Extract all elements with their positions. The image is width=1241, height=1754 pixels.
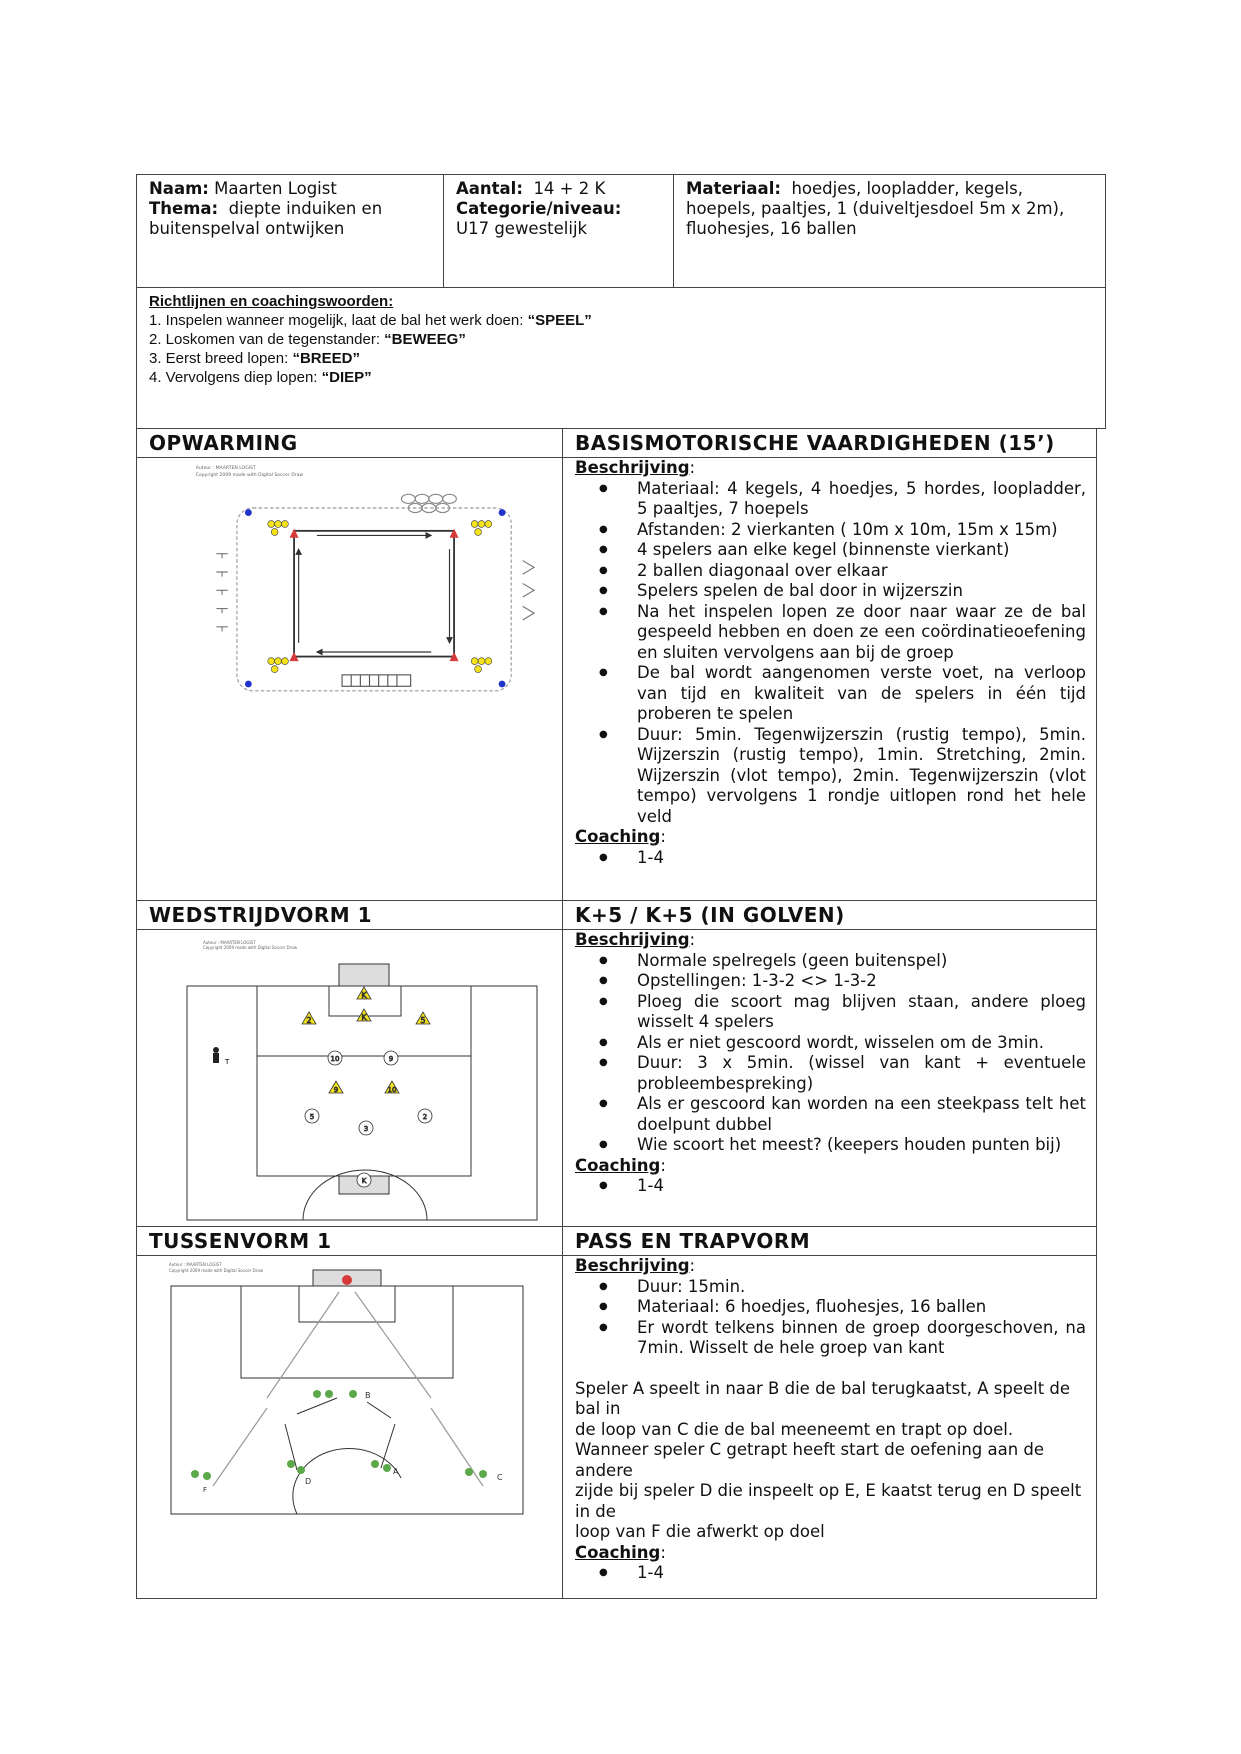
players [191, 1390, 503, 1494]
svg-text:5: 5 [309, 1113, 315, 1121]
richtlijn-item: 3. Eerst breed lopen: “BREED” [149, 350, 360, 367]
materiaal-value-2: hoepels, paaltjes, 1 (duiveltjesdoel 5m x 2m), [686, 199, 1065, 218]
list-item: ● De bal wordt aangenomen verste voet, na verloop van tijd en kwaliteit van de spelers in één tijd proberen te spelen [563, 663, 1096, 725]
svg-text:K: K [361, 1013, 367, 1022]
richtlijnen-cell [136, 287, 1106, 429]
coaching-label: Coaching [575, 1542, 661, 1562]
thema-label: Thema: [149, 199, 219, 218]
svg-text:Copyright 2009 made with Digit: Copyright 2009 made with Digital Soccer Draw [195, 473, 304, 478]
list-item: ● 2 ballen diagonaal over elkaar [563, 561, 1096, 582]
svg-text:Copyright 2009 made with Digit: Copyright 2009 made with Digital Soccer Draw [203, 945, 298, 950]
player-marker-3 [359, 1121, 373, 1135]
header-naam-cell [136, 174, 444, 288]
list-item: ● Als er niet gescoord wordt, wisselen om de 3min. [563, 1033, 1096, 1054]
svg-text:K: K [361, 1177, 367, 1185]
thema-value: diepte induiken en [228, 199, 383, 218]
section3-right-title: PASS EN TRAPVORM [562, 1226, 1097, 1256]
bullet-list [563, 951, 1096, 1156]
svg-text:10: 10 [330, 1055, 340, 1063]
svg-text:C: C [497, 1473, 503, 1482]
svg-text:T: T [225, 1058, 230, 1066]
categorie-label: Categorie/niveau: [456, 199, 622, 218]
richtlijn-item: 1. Inspelen wanneer mogelijk, laat de bal het werk doen: “SPEEL” [149, 312, 592, 329]
aantal-value: 14 + 2 K [533, 179, 606, 198]
beschrijving-label: Beschrijving [575, 1256, 690, 1275]
coaching-label: Coaching [575, 1155, 661, 1175]
materiaal-label: Materiaal: [686, 179, 781, 198]
section3-diagram-cell [136, 1255, 563, 1599]
list-item: ● Na het inspelen lopen ze door naar waar ze de bal gespeeld hebben en doen ze een coördinatieoefening en sluiten vervolgens aan bij de groep [563, 602, 1096, 664]
exercise-paragraph: Speler A speelt in naar B die de bal terugkaatst, A speelt de bal in de loop van C die de bal meeneemt en trapt op doel. Wanneer speler C getrapt heeft start de oefening aan de andere zijde bij speler D die inspeelt op E, E kaatst terug en D speelt in de loop van F die afwerkt op doel [575, 1378, 1082, 1541]
section1-right-title: BASISMOTORISCHE VAARDIGHEDEN (15’) [562, 428, 1097, 458]
svg-text:9: 9 [333, 1086, 339, 1094]
section2-description-cell: Beschrijving: ● Normale spelregels (geen buitenspel) ● Opstellingen: 1-3-2 <> 1-3-2 ● Ploeg die scoort mag blijven staan, andere ploeg wisselt 4 spelers ● Als er niet gescoord wordt, wisselen om de 3min. ● Duur: 3 x 5min. (wissel van kant + eventuele probleembespreking) ● Als er gescoord kan worden na een steekpass telt het doelpunt dubbel ● Wie scoort het meest? (keepers houden punten bij) Coaching: ● 1-4 [562, 929, 1097, 1227]
header-aantal-cell [443, 174, 674, 288]
player-marker-k [357, 1173, 371, 1187]
bullet-list [563, 479, 1096, 828]
player-group-f [191, 1470, 211, 1494]
materiaal-value-3: fluohesjes, 16 ballen [686, 219, 857, 238]
coaching-value: ● 1-4 [563, 1563, 1096, 1584]
list-item: ● 4 spelers aan elke kegel (binnenste vierkant) [563, 540, 1096, 561]
section3-left-title: TUSSENVORM 1 [136, 1226, 563, 1256]
player-marker-5 [416, 1012, 430, 1025]
svg-text:3: 3 [363, 1125, 369, 1133]
match-diagram [173, 936, 543, 1222]
list-item: ● Materiaal: 4 kegels, 4 hoedjes, 5 hordes, loopladder, 5 paaltjes, 7 hoepels [563, 479, 1096, 520]
coaching-value: ● 1-4 [563, 848, 1096, 869]
svg-text:2: 2 [422, 1113, 428, 1121]
list-item: ● Als er gescoord kan worden na een steekpass telt het doelpunt dubbel [563, 1094, 1096, 1135]
player-marker-k [357, 987, 371, 1000]
section2-right-title: K+5 / K+5 (IN GOLVEN) [562, 900, 1097, 930]
player-group-b [313, 1390, 371, 1400]
svg-text:5: 5 [420, 1016, 426, 1025]
aantal-label: Aantal: [456, 179, 523, 198]
list-item: ● Duur: 5min. Tegenwijzerszin (rustig tempo), 5min. Wijzerszin (rustig tempo), 1min. Stretching, 2min. Wijzerszin (vlot tempo), 2min. Tegenwijzerszin (vlot tempo) vervolgens 1 rondje uitlopen rond het hele veld [563, 725, 1096, 828]
svg-text:A: A [393, 1467, 399, 1476]
svg-text:D: D [305, 1477, 312, 1486]
section2-left-title: WEDSTRIJDVORM 1 [136, 900, 563, 930]
list-item: ● Opstellingen: 1-3-2 <> 1-3-2 [563, 971, 1096, 992]
svg-text:Auteur : MAARTEN LOGIST: Auteur : MAARTEN LOGIST [169, 1262, 222, 1267]
player-marker-2 [418, 1109, 432, 1123]
svg-text:9: 9 [388, 1055, 394, 1063]
list-item: ● Materiaal: 6 hoedjes, fluohesjes, 16 ballen [563, 1297, 1096, 1318]
player-marker-10 [385, 1081, 399, 1094]
section1-left-title: OPWARMING [136, 428, 563, 458]
list-item: ● Ploeg die scoort mag blijven staan, andere ploeg wisselt 4 spelers [563, 992, 1096, 1033]
thema-value-2: buitenspelval ontwijken [149, 219, 345, 238]
svg-text:Auteur : MAARTEN LOGIST: Auteur : MAARTEN LOGIST [203, 940, 256, 945]
player-group-a [371, 1460, 399, 1476]
player-group-c [465, 1468, 503, 1482]
player-marker-9 [329, 1081, 343, 1094]
svg-text:10: 10 [387, 1086, 397, 1094]
svg-text:F: F [203, 1486, 208, 1494]
passing-diagram [167, 1258, 527, 1518]
section2-diagram-cell [136, 929, 563, 1227]
player-marker-9 [384, 1051, 398, 1065]
section3-description-cell: Beschrijving: ● Duur: 15min. ● Materiaal: 6 hoedjes, fluohesjes, 16 ballen ● Er wordt telkens binnen de groep doorgeschoven, na 7min. Wisselt de hele groep van kant Speler A speelt in naar B die de bal terugkaatst, A speelt de bal in de loop van C die de bal meeneemt en trapt op doel. Wanneer speler C getrapt heeft start de oefening aan de andere zijde bij speler D die inspeelt op E, E kaatst terug en D speelt in de loop van F die afwerkt op doel Coaching: ● 1-4 [562, 1255, 1097, 1599]
bullet-list [563, 1277, 1096, 1359]
player-marker-2 [302, 1012, 316, 1025]
svg-text:K: K [361, 991, 367, 1000]
list-item: ● Normale spelregels (geen buitenspel) [563, 951, 1096, 972]
player-marker-10 [328, 1051, 342, 1065]
markers [302, 987, 432, 1187]
categorie-value: U17 gewestelijk [456, 219, 588, 238]
list-item: ● Duur: 3 x 5min. (wissel van kant + eventuele probleembespreking) [563, 1053, 1096, 1094]
warmup-diagram [173, 460, 598, 700]
trainer-marker [213, 1047, 230, 1066]
list-item: ● Spelers spelen de bal door in wijzerszin [563, 581, 1096, 602]
list-item: ● Afstanden: 2 vierkanten ( 10m x 10m, 15m x 15m) [563, 520, 1096, 541]
naam-value: Maarten Logist [214, 179, 337, 198]
svg-text:Copyright 2009 made with Digit: Copyright 2009 made with Digital Soccer Draw [169, 1268, 264, 1273]
beschrijving-label: Beschrijving [575, 458, 690, 477]
list-item: ● Wie scoort het meest? (keepers houden punten bij) [563, 1135, 1096, 1156]
header-materiaal-cell [673, 174, 1106, 288]
player-marker-5 [305, 1109, 319, 1123]
svg-text:Auteur : MAARTEN LOGIST: Auteur : MAARTEN LOGIST [195, 466, 256, 472]
coaching-label: Coaching [575, 827, 661, 846]
materiaal-value-1: hoedjes, loopladder, kegels, [791, 179, 1023, 198]
svg-text:B: B [365, 1391, 371, 1400]
svg-text:2: 2 [306, 1016, 312, 1025]
coaching-value: ● 1-4 [563, 1176, 1096, 1197]
richtlijnen-title: Richtlijnen en coachingswoorden: [149, 293, 394, 310]
section1-description-cell: Beschrijving: ● Materiaal: 4 kegels, 4 hoedjes, 5 hordes, loopladder, 5 paaltjes, 7 hoepels ● Afstanden: 2 vierkanten ( 10m x 10m, 15m x 15m) ● 4 spelers aan elke kegel (binnenste vierkant) ● 2 ballen diagonaal over elkaar ● Spelers spelen de bal door in wijzerszin ● Na het inspelen lopen ze door naar waar ze de bal gespeeld hebben en doen ze een coördinatieoefening en sluiten vervolgens aan bij de groep ● De bal wordt aangenomen verste voet, na verloop van tijd en kwaliteit van de spelers in één tijd proberen te spelen ● Duur: 5min. Tegenwijzerszin (rustig tempo), 5min. Wijzerszin (rustig tempo), 1min. Stretching, 2min. Wijzerszin (vlot tempo), 2min. Tegenwijzerszin (vlot tempo) vervolgens 1 rondje uitlopen rond het hele veld Coaching: ● 1-4 [562, 457, 1097, 901]
richtlijn-item: 4. Vervolgens diep lopen: “DIEP” [149, 369, 372, 386]
naam-label: Naam: [149, 179, 209, 198]
section1-diagram-cell [136, 457, 563, 901]
list-item: ● Duur: 15min. [563, 1277, 1096, 1298]
list-item: ● Er wordt telkens binnen de groep doorgeschoven, na 7min. Wisselt de hele groep van kant [563, 1318, 1096, 1359]
beschrijving-label: Beschrijving [575, 930, 690, 949]
richtlijn-item: 2. Loskomen van de tegenstander: “BEWEEG” [149, 331, 466, 348]
